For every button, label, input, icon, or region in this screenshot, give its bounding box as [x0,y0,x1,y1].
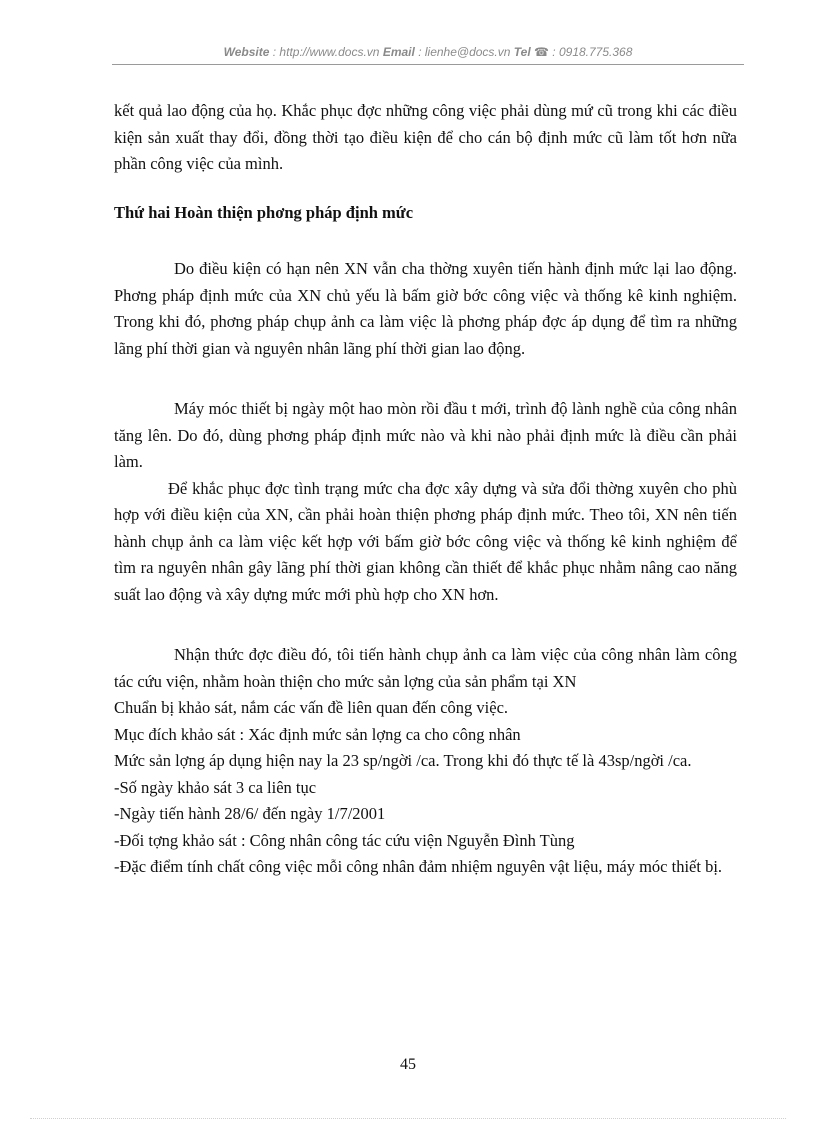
paragraph-survey-intro: Nhận thức đợc điều đó, tôi tiến hành chụp ảnh ca làm việc của công nhân làm công tác cứu viện, nhằm hoàn thiện cho mức sản lợng của sản phẩm tại XN [114,645,737,691]
page-number: 45 [400,1056,416,1073]
survey-line-preparation: Chuẩn bị khảo sát, nắm các vấn đề liên quan đến công việc. [114,698,509,717]
bottom-divider [30,1118,786,1119]
page-header [112,44,744,65]
tel-label: Tel [513,45,531,59]
survey-line-dates: -Ngày tiến hành 28/6/ đến ngày 1/7/2001 [114,804,386,823]
email-label: Email [382,45,415,59]
email-value: : lienhe@docs.vn [418,45,511,59]
survey-line-purpose: Mục đích khảo sát : Xác định mức sản lợng ca cho công nhân [114,724,521,744]
paragraph-intro-continuation: kết quả lao động của họ. Khắc phục đợc những công việc phải dùng mứ cũ trong khi các điều kiện sản xuất thay đổi, đồng thời tạo điều kiện để cho cán bộ định mức cũ làm tốt hơn nữa phần công việc của mình. [114,101,737,173]
header-contact-line [112,44,744,60]
document-body [114,98,737,881]
section-heading: Thứ hai Hoàn thiện phơng pháp định mức [114,202,414,222]
website-value: : http://www.docs.vn [272,45,380,59]
tel-value: ☎ : 0918.775.368 [534,45,633,59]
survey-line-days: -Số ngày khảo sát 3 ca liên tục [114,777,317,797]
survey-line-characteristics: -Đặc điểm tính chất công việc mỗi công nhân đảm nhiệm nguyên vật liệu, máy móc thiết bị. [114,857,723,876]
survey-line-output-rate: Mức sản lợng áp dụng hiện nay la 23 sp/ngời /ca. Trong khi đó thực tế là 43sp/ngời /ca. [114,751,692,770]
paragraph-equipment-wear: Máy móc thiết bị ngày một hao mòn rồi đầu t mới, trình độ lành nghề của công nhân tăng lên. Do đó, dùng phơng pháp định mức nào và khi nào phải định mức là điều cần phải làm. [114,399,737,471]
survey-line-subject: -Đối tợng khảo sát : Công nhân công tác cứu viện Nguyễn Đình Tùng [114,830,575,850]
paragraph-improvement-proposal: Để khắc phục đợc tình trạng mức cha đợc xây dựng và sửa đổi thờng xuyên cho phù hợp với điều kiện của XN, cần phải hoàn thiện phơng pháp định mức. Theo tôi, XN nên tiến hành chụp ảnh ca làm việc kết hợp với bấm giờ bớc công việc và thống kê kinh nghiệm để tìm ra nguyên nhân gây lãng phí thời gian không cần thiết để khắc phục nhằm nâng cao năng suất lao động và xây dựng mức mới phù hợp cho XN hơn. [114,478,737,604]
paragraph-method-overview: Do điều kiện có hạn nên XN vẫn cha thờng xuyên tiến hành định mức lại lao động. Phơng pháp định mức của XN chủ yếu là bấm giờ bớc công việc và thống kê kinh nghiệm. Trong khi đó, phơng pháp chụp ảnh ca làm việc là phơng pháp đợc áp dụng để tìm ra những lãng phí thời gian và nguyên nhân lãng phí thời gian lao động. [114,259,737,358]
website-label: Website [223,45,270,59]
